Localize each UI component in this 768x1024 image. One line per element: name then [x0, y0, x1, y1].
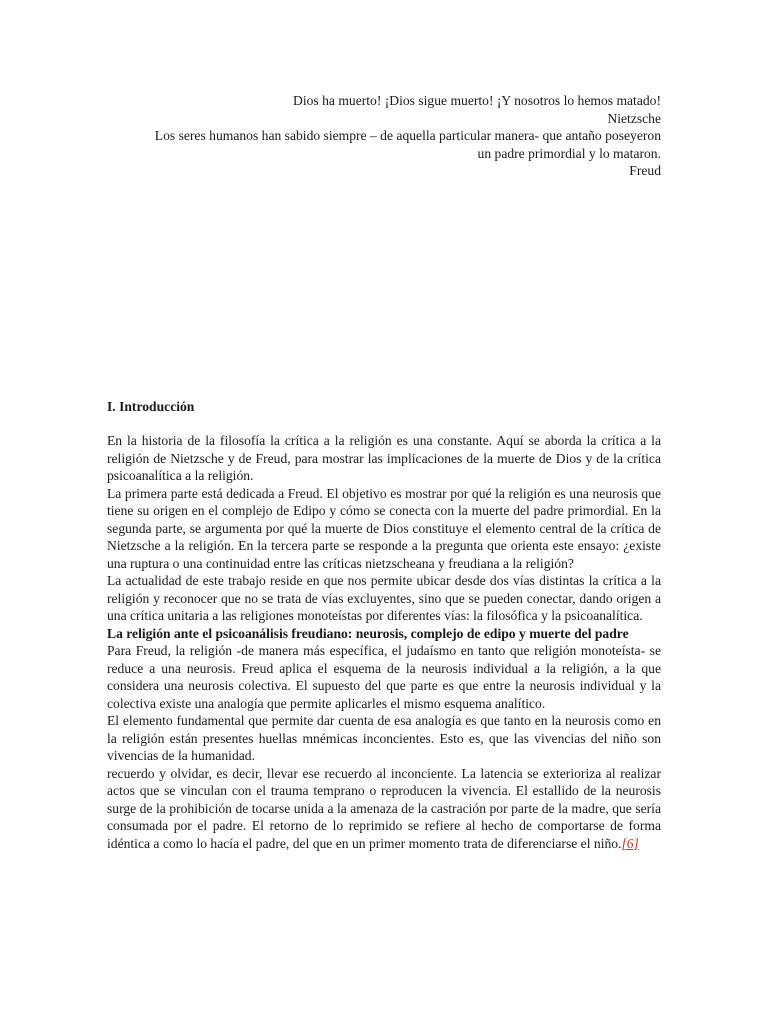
- subsection-heading: La religión ante el psicoanálisis freudiano: neurosis, complejo de edipo y muerte del padre: [107, 625, 629, 641]
- epigraph-quote-nietzsche: Dios ha muerto! ¡Dios sigue muerto! ¡Y nosotros lo hemos matado!: [293, 93, 661, 108]
- paragraph-structure: La primera parte está dedicada a Freud. El objetivo es mostrar por qué la religión es una neurosis que tiene su origen en el complejo de Edipo y cómo se conecta con la muerte del padre primordial. En la segunda parte, se argumenta por qué la muerte de Dios constituye el elemento central de la crítica de Nietzsche a la religión. En la tercera parte se responde a la pregunta que orienta este ensayo: ¿existe una ruptura o una continuidad entre las críticas nietzscheana y freudiana a la religión?: [107, 485, 661, 571]
- paragraph-relevance: La actualidad de este trabajo reside en que nos permite ubicar desde dos vías distintas la crítica a la religión y reconocer que no se trata de vías excluyentes, sino que se pueden conectar, dando origen a una crítica unitaria a las religiones monoteístas por diferentes vías: la filosófica y la psicoanalítica.: [107, 573, 661, 623]
- epigraph-author-freud: Freud: [629, 163, 661, 179]
- epigraph-quote-freud-line1: Los seres humanos han sabido siempre – de aquella particular manera- que antaño poseyeron: [154, 128, 661, 144]
- document-page: [107, 0, 661, 1024]
- paragraph-analogy: El elemento fundamental que permite dar cuenta de esa analogía es que tanto en la neurosis como en la religión están presentes huellas mnémicas inconcientes. Esto es, que las vivencias del niño son vivencias de la humanidad.: [107, 713, 661, 763]
- epigraph-author-nietzsche: Nietzsche: [607, 110, 661, 126]
- paragraph-repression: [107, 765, 661, 853]
- footnote-link[interactable]: [6]: [621, 835, 639, 851]
- epigraph: [107, 92, 661, 180]
- paragraph-freud-neurosis: Para Freud, la religión -de manera más específica, el judaísmo en tanto que religión monoteísta- se reduce a una neurosis. Freud aplica el esquema de la neurosis individual a la religión, a la que considera una neurosis colectiva. El supuesto del que parte es que entre la neurosis individual y la colectiva existe una analogía que permite aplicarles el mismo esquema analítico.: [107, 643, 661, 711]
- epigraph-quote-freud-line2: un padre primordial y lo mataron.: [477, 145, 661, 161]
- body-text: [107, 432, 661, 852]
- paragraph-intro: En la historia de la filosofía la crítica a la religión es una constante. Aquí se aborda la crítica a la religión de Nietzsche y de Freud, para mostrar las implicaciones de la muerte de Dios y de la crítica psicoanalítica a la religión.: [107, 433, 661, 483]
- section-heading: I. Introducción: [107, 399, 195, 414]
- paragraph-repression-text: recuerdo y olvidar, es decir, llevar ese recuerdo al inconciente. La latencia se exterioriza al realizar actos que se vinculan con el trauma temprano o reproducen la vivencia. El estallido de la neurosis surge de la prohibición de tocarse unida a la amenaza de la castración por parte de la madre, que sería consumada por el padre. El retorno de lo reprimido se refiere al hecho de comportarse de forma idéntica a como lo hacía el padre, del que en un primer momento trata de diferenciarse el niño.: [107, 765, 661, 851]
